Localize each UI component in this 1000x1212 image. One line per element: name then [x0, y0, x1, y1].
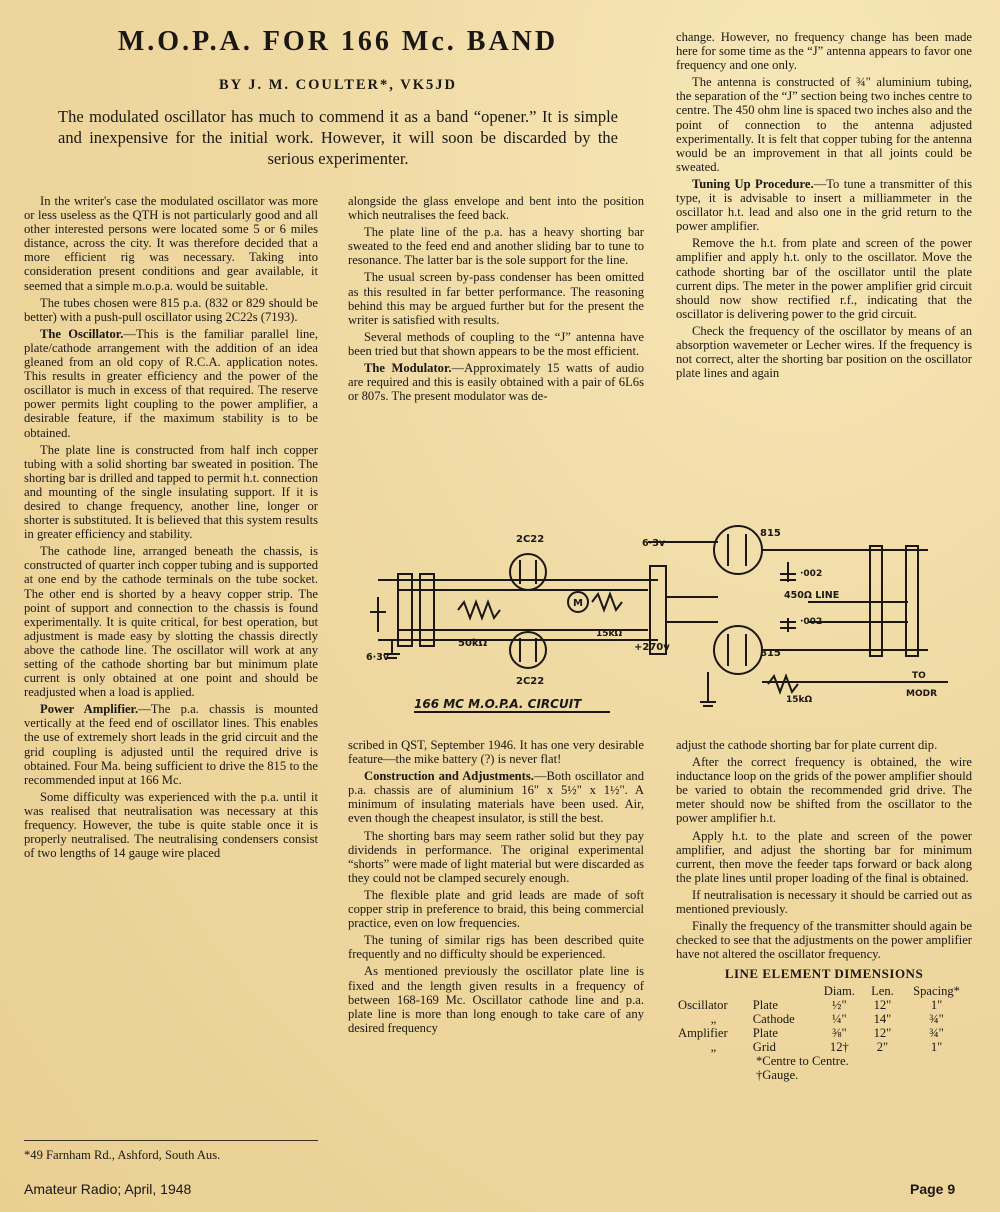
paragraph: Some difficulty was experienced with the p.a. until it was realised that neutralisation was necessary at this frequency. However, the tube is quite stable once it is properly neutralised. The neutralising condensers consist of two lengths of 14 gauge wire placed — [24, 789, 318, 861]
table-row — [676, 998, 972, 1012]
paragraph: The shorting bars may seem rather solid but they pay dividends in performance. The original experimental “shorts” were made of light material but were discarded as they could not be clamped securely enough. — [348, 828, 644, 885]
paragraph: In the writer's case the modulated oscillator was more or less useless as the QTH is not particularly good and all other interested persons were located some 5 or 6 miles distance, across the city. It was therefore decided that a more efficient rig was necessary. Taking into consideration present conditions and gear available, it seemed that a simple m.o.p.a. would be suitable. — [24, 194, 318, 293]
section-heading: Construction and Adjustments. — [364, 769, 534, 784]
table-header-cell: Diam. — [823, 983, 855, 998]
paragraph: Remove the h.t. from plate and screen of the power amplifier and apply h.t. only to the oscillator. Move the cathode shorting bar of the oscillator until the plate current dips. The meter in the power amplifier grid circuit should now show rectified r.f., indicating that the oscillator is delivering power to the grid circuit. — [676, 236, 972, 321]
table-cell: 1" — [930, 997, 943, 1012]
label-15k-a: 15kΩ — [596, 629, 623, 639]
column-2-top — [348, 194, 644, 406]
label-cap-2: ·002 — [800, 617, 823, 627]
section-heading: The Oscillator. — [40, 326, 124, 341]
label-2c22-bottom: 2C22 — [516, 676, 545, 687]
paragraph: The Oscillator.—This is the familiar parallel line, plate/cathode arrangement with the addition of an idea gleaned from an old copy of R.C.A. application notes. This results in greater efficiency and the power of the oscillator is much in excess of that required. The reserve power permits light coupling to the power amplifier, a desirable feature, if the maximum stability is to be obtained. — [24, 326, 318, 440]
paragraph: The usual screen by-pass condenser has been omitted as this resulted in far better performance. The reasoning behind this may be argued further but for the present the writer is satisfied with results. — [348, 270, 644, 327]
dimensions-table-title: LINE ELEMENT DIMENSIONS — [724, 966, 924, 982]
label-270v: +270v — [634, 642, 670, 653]
label-meter: M — [573, 598, 583, 609]
dimensions-table — [676, 984, 972, 1054]
table-cell: Cathode — [752, 1011, 795, 1026]
table-row — [676, 1012, 972, 1026]
paragraph: The tubes chosen were 815 p.a. (832 or 829 should be better) with a push-pull oscillator using 2C22s (7193). — [24, 295, 318, 324]
section-heading: Tuning Up Procedure. — [692, 176, 814, 191]
table-row — [676, 1026, 972, 1040]
label-2c22-top: 2C22 — [516, 534, 545, 545]
column-2-bottom — [348, 738, 644, 1038]
paragraph: If neutralisation is necessary it should be carried out as mentioned previously. — [676, 887, 972, 917]
table-note: †Gauge. — [756, 1067, 799, 1082]
circuit-caption: 166 MC M.O.P.A. CIRCUIT — [414, 697, 582, 711]
paragraph: After the correct frequency is obtained, the wire inductance loop on the grids of the power amplifier should be varied to obtain the recommended grid drive. The meter should now be shifted from the oscillator to the power amplifier h.t. — [676, 755, 972, 826]
label-modr: MODR — [906, 689, 938, 699]
publication-footer: Amateur Radio; April, 1948 — [24, 1181, 192, 1197]
table-header-cell: Len. — [871, 983, 894, 998]
table-cell: „ — [710, 1039, 717, 1054]
paragraph: Finally the frequency of the transmitter should again be checked to see that the adjustments on the power amplifier have not altered the oscillator frequency. — [676, 919, 972, 962]
paragraph: Apply h.t. to the plate and screen of the power amplifier, and adjust the shorting bar for minimum current, then move the feeder taps forward or back along the plate lines until proper loading of the final is obtained. — [676, 828, 972, 885]
table-cell: Oscillator — [678, 997, 728, 1012]
page-number: Page 9 — [910, 1181, 956, 1197]
table-cell: Plate — [752, 997, 778, 1012]
label-heater-left: 6·3v — [366, 652, 390, 663]
table-cell: Plate — [752, 1025, 778, 1040]
table-header-row — [676, 984, 972, 998]
column-3-bottom — [676, 738, 972, 1082]
footnote: *49 Farnham Rd., Ashford, South Aus. — [24, 1148, 221, 1162]
table-cell: ½" — [832, 997, 847, 1012]
paragraph: adjust the cathode shorting bar for plate current dip. — [676, 738, 938, 752]
label-50k: 50kΩ — [458, 638, 488, 649]
table-header-cell: Spacing* — [913, 983, 960, 998]
table-cell: 12" — [873, 997, 892, 1012]
table-cell: ¼" — [832, 1011, 847, 1026]
table-cell: 1" — [930, 1039, 943, 1054]
table-cell: 14" — [873, 1011, 892, 1026]
label-cap-1: ·002 — [800, 569, 823, 579]
table-note: *Centre to Centre. — [756, 1053, 849, 1068]
label-15k-b: 15kΩ — [786, 695, 813, 705]
table-cell: ⅜" — [832, 1025, 847, 1040]
paragraph: Tuning Up Procedure.—To tune a transmitter of this type, it is advisable to insert a milliammeter in the oscillator h.t. lead and also one in the grid return to the power amplifier. — [676, 176, 972, 234]
section-heading: The Modulator. — [364, 361, 452, 376]
table-header-cell — [751, 984, 815, 998]
paragraph: The flexible plate and grid leads are made of soft copper strip in preference to braid, this being commercial practice, even on low frequencies. — [348, 887, 644, 931]
paragraph: Check the frequency of the oscillator by means of an absorption wavemeter or Lecher wires. If the frequency is not correct, alter the shorting bar position on the oscillator plate lines and again — [676, 323, 972, 381]
article-title: M.O.P.A. FOR 166 Mc. BAND — [117, 26, 559, 57]
column-3-top — [676, 30, 972, 383]
paragraph: Several methods of coupling to the “J” antenna have been tried but that shown appears to be the most efficient. — [348, 329, 644, 358]
paragraph: As mentioned previously the oscillator plate line is fixed and the length given results in a frequency of between 168-169 Mc. Oscillator cathode line and p.a. plate line is more than long enough to take care of any desired frequency — [348, 964, 644, 1035]
paragraph: Construction and Adjustments.—Both oscillator and p.a. chassis are of aluminium 16" x 5½" x 1½". A minimum of insulating materials have been used. Air, even though the cheapest insulator, is still the best. — [348, 769, 645, 826]
paragraph: scribed in QST, September 1946. It has one very desirable feature—the mike battery (?) is never flat! — [348, 738, 644, 767]
table-header-cell — [676, 984, 751, 998]
table-row — [676, 1040, 972, 1054]
label-450-line: 450Ω LINE — [784, 590, 840, 601]
column-1 — [24, 194, 318, 863]
circuit-diagram — [348, 522, 980, 736]
table-cell: 12† — [829, 1039, 849, 1054]
paragraph: The plate line is constructed from half inch copper tubing with a solid shorting bar sweated in position. The shorting bar is drilled and tapped to permit h.t. connection and mounting of the single insulating support. If it is desired to change frequency, another line, longer or shorter is substituted. It is believed that this system results in greater efficiency and stability. — [24, 442, 318, 542]
paragraph: The antenna is constructed of ¾" aluminium tubing, the separation of the “J” section being two inches centre to centre. The 450 ohm line is spaced two inches also and the point of connection to the antenna adjusted experimentally. It is felt that copper tubing for the antenna would be an improvement in that all joints could be sweated. — [676, 75, 972, 174]
table-cell: Amplifier — [678, 1025, 728, 1040]
paragraph: The tuning of similar rigs has been described quite frequently and no difficulty should be experienced. — [348, 933, 644, 962]
paragraph: The cathode line, arranged beneath the chassis, is constructed of quarter inch copper tubing and is supported at one end by the cathode terminals on the tube socket. The other end is shorted by a heavy copper strip. The point of support and connection to the chassis is found experimentally. It is quite critical, for best operation, but adjustment is made easy by slotting the chassis directly above the cathode line. The oscillator will work at any setting of the cathode shorting bar but minimum plate current is only obtained at one point and should be readjusted when a load is applied. — [24, 544, 318, 700]
paragraph: The plate line of the p.a. has a heavy shorting bar sweated to the feed end and another sliding bar to tune to resonance. The latter bar is the sole support for the line. — [348, 225, 644, 268]
label-heater-right: 6·3v — [642, 538, 666, 549]
label-815-bottom: 815 — [760, 648, 781, 659]
table-cell: 2" — [876, 1039, 889, 1054]
paragraph: Power Amplifier.—The p.a. chassis is mounted vertically at the feed end of oscillator lines. This enables the use of extremely short leads in the grid circuit and the grid coupling is adjusted until the required drive is obtained. Four Ma. being sufficient to drive the 815 to the recommended input at 166 Mc. — [24, 702, 318, 787]
article-intro: The modulated oscillator has much to commend it as a band “opener.” It is simple and inexpensive for the initial work. However, it will soon be discarded by the serious experimenter. — [58, 107, 618, 168]
table-cell: Grid — [752, 1039, 776, 1054]
section-heading: Power Amplifier. — [40, 702, 139, 717]
table-cell: ¾" — [929, 1025, 944, 1040]
paragraph: change. However, no frequency change has been made here for some time as the “J” antenna appears to favor one frequency and one only. — [676, 30, 972, 73]
table-cell: ¾" — [929, 1011, 944, 1026]
table-cell: „ — [710, 1011, 717, 1026]
paragraph: The Modulator.—Approximately 15 watts of audio are required and this is easily obtained with a pair of 6L6s or 807s. The present modulator was de- — [348, 361, 644, 404]
paragraph: alongside the glass envelope and bent into the position which neutralises the feed back. — [348, 194, 644, 223]
footnote-divider — [24, 1140, 318, 1141]
label-to: TO — [912, 671, 926, 681]
label-815-top: 815 — [760, 528, 781, 539]
article-byline: BY J. M. COULTER*, VK5JD — [218, 77, 457, 93]
table-cell: 12" — [873, 1025, 892, 1040]
